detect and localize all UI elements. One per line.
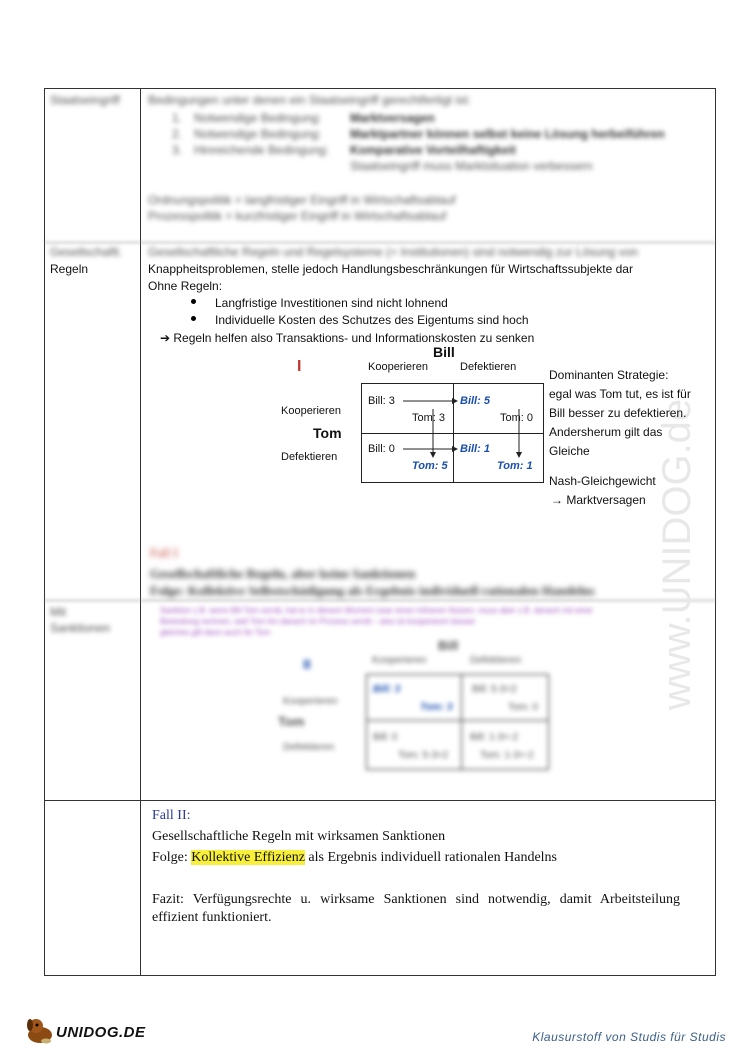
cell-payoff: Tom: 5-3=2: [398, 750, 449, 761]
matrix-numeral: II: [303, 656, 311, 672]
cell-payoff: Bill: 3: [368, 395, 395, 407]
side-note-line: → Marktversagen: [551, 493, 646, 507]
side-note-line: Gleiche: [549, 444, 590, 458]
item-value: Marktpartner können selbst keine Lösung herbeiführen: [350, 127, 665, 141]
fall1-line: Gesellschaftliche Regeln, aber keine Sanktionen: [150, 566, 416, 581]
fall2-prefix: Folge:: [152, 850, 192, 865]
fazit-line: effizient funktioniert.: [152, 910, 272, 925]
row-label-top: Gesellschaftl.: [50, 245, 123, 259]
col-header: Kooperieren: [368, 361, 428, 373]
policy-text: Prozesspolitik = kurzfristiger Eingriff in Wirtschaftsablauf: [148, 209, 447, 223]
item-num: 2.: [172, 127, 183, 141]
row-separator: [44, 600, 716, 601]
col-header: Defektieren: [460, 361, 517, 373]
cell-payoff: Bill: 5: [460, 395, 490, 407]
item-value: Marktversagen: [350, 111, 435, 125]
cell-payoff: Bill: 3: [373, 684, 401, 695]
side-note-line: Bill besser zu defektieren.: [549, 406, 687, 420]
cell-payoff: Tom: 3: [412, 412, 446, 424]
row-separator: [44, 800, 716, 801]
regeln-line2: Knappheitsproblemen, stelle jedoch Handlungsbeschränkungen für Wirtschaftssubjekte dar: [148, 262, 633, 276]
dog-icon: [24, 1015, 56, 1045]
col-header: Defektieren: [470, 655, 522, 666]
fall2-suffix: als Ergebnis individuell rationalen Handelns: [304, 850, 557, 865]
bullet-item: Langfristige Investitionen sind nicht lohnend: [215, 296, 448, 310]
tom-label: Tom: [313, 425, 342, 441]
regeln-conclusion: ➔ Regeln helfen also Transaktions- und Informationskosten zu senken: [160, 331, 535, 345]
row-label: Mit: [50, 605, 66, 619]
row-label: Sanktionen: [50, 621, 111, 635]
cell-payoff: Bill: 1-3=-2: [470, 732, 519, 743]
footer-tagline: Klausurstoff von Studis für Studis: [532, 1030, 726, 1044]
cell-payoff: Bill: 0: [373, 732, 398, 743]
row-label: Staatseingriff: [50, 93, 120, 107]
unidog-logo: [24, 1015, 174, 1047]
item-name: Notwendige Bedingung:: [194, 111, 322, 125]
sanktion-note: Sanktion z.B. wenn Bill Tom verrät, hat er in diesem Moment zwar einen höheren Nutzen, muss aber z.B. danach mit einer: [160, 606, 593, 615]
cell-payoff: Bill: 1: [460, 443, 490, 455]
row-separator: [44, 242, 716, 243]
regeln-line3: Ohne Regeln:: [148, 279, 223, 293]
bill-label: Bill: [438, 638, 459, 653]
matrix-divider: [366, 720, 549, 721]
sanktion-note: Bestrafung rechnen, weil Tom ihn danach im Prozess verrät – also ist kooperieren besser: [160, 617, 476, 626]
side-note-line: Andersherum gilt das: [549, 425, 663, 439]
cell-payoff: Bill: 0: [368, 443, 395, 455]
side-note-line: Dominanten Strategie:: [549, 368, 669, 382]
fall1-line: Folge: Kollektive Selbstschädigung als Ergebnis individuell rationalen Handelns: [150, 583, 595, 598]
policy-text: Ordnungspolitik = langfristiger Eingriff in Wirtschaftsablauf: [148, 193, 456, 207]
item-extra: Staatseingriff muss Marktsituation verbessern: [350, 159, 593, 173]
highlighted-text: Kollektive Effizienz: [191, 850, 305, 865]
item-name: Hinreichende Bedingung:: [194, 143, 329, 157]
fall1-title: Fall I: [150, 545, 178, 560]
item-value: Komparative Vorteilhaftigkeit: [350, 143, 516, 157]
logo-text: UNIDOG.DE: [56, 1024, 146, 1041]
fall2-title: Fall II:: [152, 808, 191, 823]
side-note-line: egal was Tom tut, es ist für: [549, 387, 691, 401]
matrix-numeral: I: [297, 358, 302, 375]
matrix-arrows-icon: [361, 383, 544, 483]
fall2-line: Gesellschaftliche Regeln mit wirksamen Sanktionen: [152, 829, 446, 844]
col-header: Kooperieren: [372, 655, 427, 666]
watermark-text: www.UNIDOG.de: [655, 398, 699, 710]
fazit-line: Fazit: Verfügungsrechte u. wirksame Sanktionen sind notwendig, damit Arbeitsteilung: [152, 892, 680, 907]
row-header: Defektieren: [283, 742, 335, 753]
row-header: Defektieren: [281, 451, 338, 463]
side-note-line: Nash-Gleichgewicht: [549, 474, 656, 488]
column-divider: [140, 88, 141, 976]
bill-label: Bill: [433, 344, 455, 360]
fall2-line: [152, 850, 557, 866]
bullet-item: Individuelle Kosten des Schutzes des Eigentums sind hoch: [215, 313, 529, 327]
cell-payoff: Tom: 3: [420, 702, 453, 713]
cell-payoff: Tom: 0: [500, 412, 534, 424]
bullet-icon: [191, 316, 196, 321]
matrix-divider: [461, 674, 462, 770]
row-intro: Bedingungen unter denen ein Staatseingriff gerechtfertigt ist:: [148, 93, 471, 107]
bullet-icon: [191, 299, 196, 304]
item-num: 3.: [172, 143, 183, 157]
side-notes: [549, 366, 691, 510]
row-label: Regeln: [50, 262, 89, 276]
tom-label: Tom: [278, 714, 305, 729]
item-name: Notwendige Bedingung:: [194, 127, 322, 141]
item-num: 1.: [172, 111, 183, 125]
sanktion-note: gleiches gilt dann auch für Tom: [160, 628, 271, 637]
cell-payoff: Bill: 5-3=2: [472, 684, 517, 695]
cell-payoff: Tom: 5: [412, 460, 448, 472]
row-header: Kooperieren: [281, 405, 341, 417]
cell-payoff: Tom: 1: [497, 460, 533, 472]
row-header: Kooperieren: [283, 696, 338, 707]
regeln-line1: Gesellschaftliche Regeln und Regelsysteme (= Institutionen) sind notwendig zur Lösung von: [148, 245, 638, 259]
cell-payoff: Tom: 0: [508, 702, 539, 713]
cell-payoff: Tom: 1-3=-2: [480, 750, 534, 761]
